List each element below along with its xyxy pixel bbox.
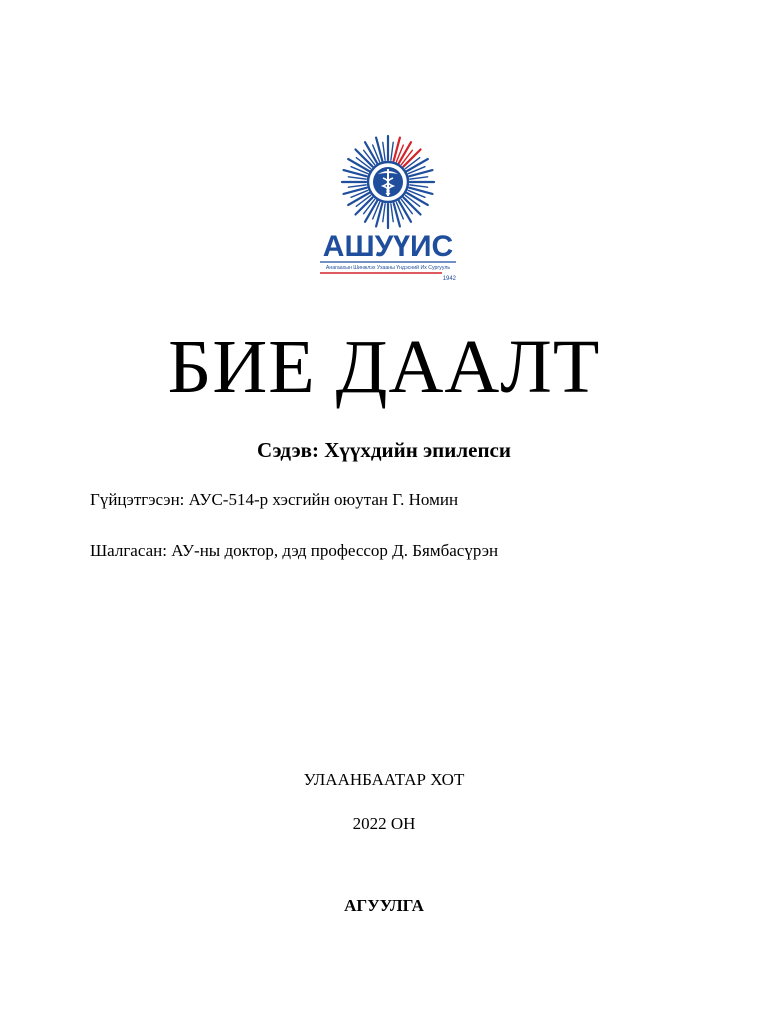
performed-by-line: Гүйцэтгэсэн: АУС-514-р хэсгийн оюутан Г. Номин bbox=[90, 490, 459, 509]
sunburst-caduceus-emblem-icon bbox=[316, 134, 460, 284]
sunburst-ray bbox=[383, 142, 385, 160]
sunburst-ray bbox=[391, 142, 393, 160]
sunburst-ray bbox=[383, 204, 385, 222]
checked-by-line: Шалгасан: АУ-ны доктор, дэд профессор Д. Бямбасүрэн bbox=[90, 541, 499, 560]
sunburst-ray bbox=[410, 177, 428, 179]
logo-wordmark: АШУҮИС bbox=[322, 230, 454, 263]
sunburst-ray bbox=[348, 185, 366, 187]
city-line: УЛААНБААТАР ХОТ bbox=[303, 770, 465, 789]
contents-heading: АГУУЛГА bbox=[344, 896, 424, 915]
year-line: 2022 ОН bbox=[352, 814, 416, 833]
document-title: БИЕ ДААЛТ bbox=[167, 325, 601, 409]
document-subject: Сэдэв: Хүүхдийн эпилепси bbox=[257, 438, 511, 462]
sunburst-ray bbox=[391, 204, 393, 222]
university-logo bbox=[316, 134, 460, 284]
sunburst-ray bbox=[348, 177, 366, 179]
sunburst-ray bbox=[410, 185, 428, 187]
logo-year: 1942 bbox=[442, 276, 456, 282]
logo-subtitle: Анагаахын Шинжлэх Ухааны Үндэсний Их Сургууль bbox=[325, 265, 451, 271]
